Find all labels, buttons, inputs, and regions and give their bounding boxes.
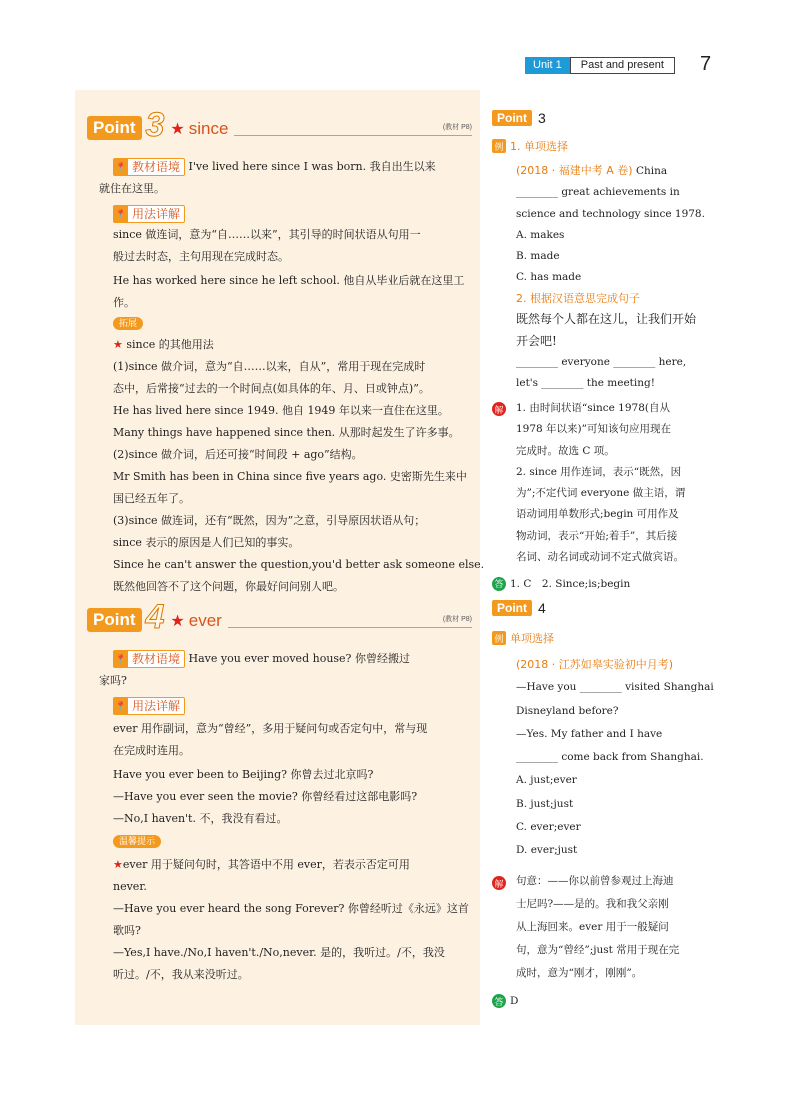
section-label: Past and present	[570, 57, 675, 74]
solution4: 句意：——你以前曾参观过上海迪 士尼吗?——是的。我和我父亲刚 从上海回来。ever 用于一般疑问 句，意为“曾经”;just 常用于现在完 成时，意为“刚才，刚刚”。	[516, 875, 680, 979]
question1: (2018 · 福建中考 A 卷) China ________ great achievements in science and technology since 1978. A. makes B. made C. has made	[516, 164, 705, 284]
point-number: 4	[145, 598, 165, 636]
point3-usage-tag: 📍 用法详解	[113, 202, 468, 225]
point4-context	[99, 648, 468, 692]
point4-usage-tag: 📍 用法详解	[113, 694, 468, 717]
point-badge: Point	[492, 110, 532, 126]
context-sentence: I've lived here since I was born. 我自出生以来	[188, 160, 436, 173]
example-heading	[492, 138, 568, 154]
point3-heading	[87, 106, 472, 144]
solution3: 1. 由时间状语“since 1978(自从 1978 年以来)”可知该句应用现在 完成时。故选 C 项。 2. since 用作连词，表示“既然，因 为”;不定代词 everyone 做主语，谓 语动词用单数形式;begin 可用作及 物动词，表示“开始;着手”，其后接 名词、动名词或动词不定式做宾语。	[516, 402, 686, 564]
heading-rule	[228, 627, 472, 628]
expand-title: ★ since 的其他用法	[113, 338, 214, 351]
source-note: (教材 P8)	[442, 616, 472, 623]
point4-examples: Have you ever been to Beijing? 你曾去过北京吗? —Have you ever seen the movie? 你曾经看过这部电影吗? —No,I haven't. 不，我没有看过。	[113, 768, 418, 825]
point3-usage: since 做连词，意为“自……以来”，其引导的时间状语从句用一 般过去时态，主句用现在完成时态。	[113, 228, 421, 263]
pin-icon: 📍	[114, 206, 128, 222]
tip-body: ★ever 用于疑问句时，其答语中不用 ever，若表示否定可用 never. —Have you ever heard the song Forever? 你曾经听过《永远》这首 歌吗? —Yes,I have./No,I haven't./No,never. 是的，我听过。/不，我没 听过。/不，我从来没听过。	[113, 858, 469, 981]
question4: (2018 · 江苏如皋实验初中月考) —Have you ________ visited Shanghai Disneyland before? —Yes. My father and I have ________ come back from Shanghai. A. just;ever B. just;just C. ever;ever D. ever;just	[516, 658, 714, 857]
point-number: 4	[538, 600, 546, 616]
pin-icon: 📍	[114, 651, 128, 667]
page-number: 7	[700, 53, 712, 75]
star-icon: ★	[113, 858, 123, 871]
question-title: 1. 单项选择	[510, 140, 568, 153]
point-number: 3	[538, 110, 546, 126]
right-point3-heading	[492, 110, 546, 126]
question-title: 单项选择	[510, 632, 554, 645]
point4-usage: ever 用作副词，意为“曾经”，多用于疑问句或否定句中，常与现 在完成时连用。	[113, 722, 428, 757]
heading-rule	[234, 135, 472, 136]
pin-icon: 📍	[114, 698, 128, 714]
context-tag: 📍 教材语境	[113, 158, 185, 176]
star-icon: ★	[170, 119, 185, 138]
left-column	[75, 90, 485, 1025]
star-icon: ★	[113, 338, 123, 351]
point4-heading	[87, 598, 472, 636]
example-icon: 例	[492, 139, 506, 153]
context-sentence-cont: 家吗?	[99, 674, 127, 687]
point-badge: Point	[492, 600, 532, 616]
solution-icon: 解	[492, 402, 506, 416]
source-note: (教材 P8)	[442, 124, 472, 131]
expand-body: (1)since 做介词，意为“自……以来，自从”，常用于现在完成时 态中，后常接“过去的一个时间点(如具体的年、月、日或钟点)”。 He has lived here since 1949. 他自 1949 年以来一直住在这里。 Many things have happened since then. 从那时起发生了许多事。 (2)since 做介词，后还可接“时间段 + ago”结构。 Mr Smith has been in China since five years ago. 史密斯先生来中 国已经五年了。 (3)since 做连词，还有“既然，因为”之意，引导原因状语从句； since 表示的原因是人们已知的事实。 Since he can't answer the question,you'd better ask someone else. 既然他回答不了这个问题，你最好问问别人吧。	[113, 360, 485, 593]
context-sentence-cont: 就住在这里。	[99, 182, 165, 195]
point-badge: Point	[87, 116, 142, 140]
running-header	[525, 57, 675, 74]
answer3: 答 1. C 2. Since;is;begin	[492, 576, 630, 591]
solution-mark	[492, 402, 510, 416]
point-keyword: since	[188, 119, 229, 138]
solution-icon: 解	[492, 876, 506, 890]
point3-context	[99, 156, 468, 200]
point3-example: He has worked here since he left school. 他自从毕业后就在这里工 作。	[113, 274, 465, 309]
point-badge: Point	[87, 608, 142, 632]
answer-icon: 答	[492, 994, 506, 1008]
context-sentence: Have you ever moved house? 你曾经搬过	[188, 652, 410, 665]
example-icon: 例	[492, 631, 506, 645]
answer4: 答 D	[492, 994, 518, 1008]
unit-label: Unit 1	[525, 57, 570, 74]
point-number: 3	[145, 106, 165, 144]
pin-icon: 📍	[114, 159, 128, 175]
right-point4-heading	[492, 600, 546, 616]
expand-label: 拓展	[113, 316, 468, 330]
point-keyword: ever	[188, 611, 222, 630]
answer-icon: 答	[492, 577, 506, 591]
example-heading	[492, 630, 554, 646]
tip-label: 温馨提示	[113, 834, 468, 848]
star-icon: ★	[170, 611, 185, 630]
context-tag: 📍 教材语境	[113, 650, 185, 668]
solution-mark	[492, 876, 510, 890]
question2: 2. 根据汉语意思完成句子 既然每个人都在这儿，让我们开始 开会吧! ________ everyone ________ here, let's ________ the meeting!	[516, 292, 697, 390]
